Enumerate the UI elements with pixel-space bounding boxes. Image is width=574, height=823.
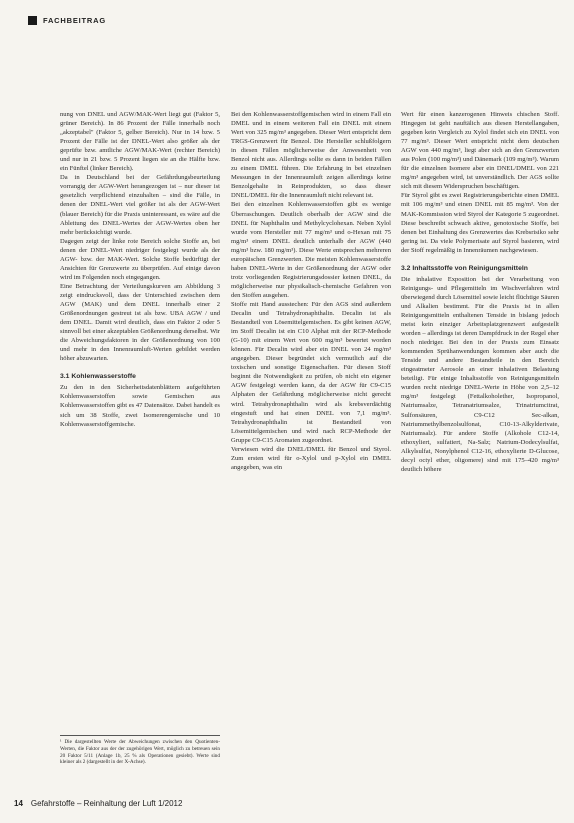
paragraph: Da in Deutschland bei der Gefährdungsbeurteilung vorrangig der AGW-Wert herangezogen ist – nur dieser ist gesetzlich verpflichtend einzuhalten – sind die Fälle, in denen der DNEL-Wert viel größer ist als der AGW-Wert (blauer Bereich) für die Praxis uninteressant, es wäre auf die Ableitung des DNEL-Wertes der AGW-Wertes oben her mehr berücksichtigt wurde. [60,174,220,236]
journal-name: Gefahrstoffe – Reinhaltung der Luft 1/2012 [30,799,183,808]
section-heading: 3.1 Kohlenwasserstoffe [60,373,136,381]
paragraph: Stoffe mit Hand ausstechen: Für den AGS sind außerdem Decalin und Tetrahydronaphthalin. Decalin ist als Bestandteil von Lösemittelgemischen. Es gibt keinen AGW, im Stoff Decalin ist ein C10 Alphat mit der RCP-Methode (G-10) mit einem Wert von 600 mg/m³ bewertet worden können. Für Decalin wird aber ein DNEL von 24 mg/m³ angegeben. Dieser begründet sich vermutlich auf die toxischen und sonstige Eigenschaften. Für diesen Stoff beginnt die Notwendigkeit zu prüfen, ob nicht ein eigener AGW festgelegt werden kann, da der AGW für C9-C15 Alphaten der Gefährdung möglicherweise nicht gerecht wird. Tetrahydronaphthalin wird als krebsverdächtig eingestuft und hat einen DNEL von 7,1 mg/m³. Tetrahydronaphthalin ist Bestandteil von Lösemittelgemischen und wird nach RCP-Methode der Gruppe C9-C15 Aromaten zugeordnet. [231,300,391,444]
paragraph: Zu den in den Sicherheitsdatenblättern aufgeführten Kohlenwasserstoffen sowie Gemischen aus Kohlenwasserstoffen gibt es 47 Datensätze. Dabei handelt es sich um 38 Stoffe, zwei Isomerengemische und 10 Kohlenwasserstoffgemische. [60,384,220,428]
text-column-3 [401,110,559,474]
paragraph: Dagegen zeigt der linke rote Bereich solche Stoffe an, bei denen der DNEL-Wert niedriger festgelegt wurde als der AGW- bzw. der MAK-Wert. Solche Stoffe bedürftigt der Ansichten für Grenzwerte zu überprüfen. Auf einige davon wird im Folgenden noch eingegangen. [60,237,220,281]
page-number: 14 [14,799,23,808]
header-bar [28,14,106,26]
footnote: ¹ Die dargestellten Werte der Abweichungen zwischen den Quotienten-Werten, die Faktor aus der der zugehörigen Wert, möglich zu betreuen sein 20 Faktor 5/11 (Anlage 1b, 25 % als Operationen gesiebt). Werte sind kleiner als 2 (dargestellt in der X-Achse). [60,735,220,766]
text-column-2 [231,110,391,472]
paragraph: Wert für einen kanzerogenen Hinweis chischen Stoff. Hingegen ist geht nauftälich aus diesen Herstellangaben, gegeben kein Vergleich zu Xylol findet sich ein DNEL von 77 mg/m³. Dieser Wert entspricht nicht dem deutschen AGW von 440 mg/m³, liegt aber sich an den Grenzwerten aus Polen (100 mg/m³) und Dänemark (109 mg/m³). Warum für die einzelnen Isomere aber ein DNEL/DMEL von 221 mg/m³ angegeben wird, ist unverständlich. Der AGS sollte sich mit diesem Widerspruchen beschäftigen. [401,111,559,191]
paragraph: Eine Betrachtung der Verteilungskurven am Abbildung 3 zeigt eindrucksvoll, dass der Unterschied zwischen dem AGW (MAK) und dem DNEL innerhalb einer 2 Größenordnungen gestreut ist als bzw. UBA AGW / und dem DNEL. Damit wird deutlich, dass ein Faktor 2 oder 5 sinnvoll bei einer akzeptablen Größenordnung derselbst. Wir die Abweichungsfaktoren in der Größenordnung von 100 und mehr in den Innenraumluft-Werten gebildet werden höher abzuwarten. [60,282,220,363]
page-footer [14,799,182,808]
paragraph: Bei den Kohlenwasserstoffgemischen wird in einem Fall ein DMEL und in einem weiteren Fall ein DNEL mit einem Wert von 325 mg/m³ angegeben. Dieser Wert entspricht dem TRGS-Grenzwert für Benzol. Die Hersteller schlußfolgern in diesen Fällen möglicherweise der Anwesenheit von Benzol nicht aus. Allerdings sollte es dann in beiden Fällen zu einem DMEL führen. Die Erfahrung in bei einzelnen Messungen in der Innenraumluft zeigen allerdings keine Benzolgehalte in Reinprodukten, so dass dieser DNEL/DMEL für die Innenraumluft nicht relevant ist. [231,111,391,200]
paragraph: Die inhalative Exposition bei der Verarbeitung von Reinigungs- und Pflegemitteln im Wischverfahren wird überwiegend durch Lösemittel sowie leicht flüchtige Säuren und Alkalien bestimmt. Für die Praxis ist in allen Reinigungsmitteln enthaltenen Tenside in bislang jedoch meist kein einziger Arbeitsplatzgrenzwert aufgestellt worden – allerdings ist deren Dampfdruck in der Regel eher noch niedriger. Bei den in der Praxis zum Einsatz kommenden Sprühanwendungen kommen aber auch die Tenside und andere Bestandteile in den Bereich eingeatmeter Aerosole an einer inhalativen Belastung beteiligt. Für einige Inhaltsstoffe von Reinigungsmitteln wurden recht niedrige DNEL-Werte in Höhe von 2,5–12 mg/m³ festgelegt (Fettalkoholether, Isopropanol, Natriumsalze, Tetranatriumsalze, Trinatriumcitrat, Sulfonsäuren, C9-C12 Sec-alkan, Natriummethylbenzolsulfonat, C10-13-Alkylderivate, Natriumsalz). Für andere Stoffe (Alkohole C12-14, ethoxyliert, sulfatiert, Na-Salz; Natrium-Dodecylsulfat, Alkylsulfat, Nonylphenol C12-16, ethoxylierte D-Glucose, decyl octyl ether, oligomere) sind mit 175–420 mg/m³ deutlich höhere [401,275,559,473]
paragraph: Für Styrol gibt es zwei Registrierungsberichte einen DMEL mit 106 mg/m³ und einen DNEL mit 85 mg/m³. Von der MAK-Kommission wird Styrol der Kategorie 5 zugeordnet. Diese beschreibt schwach aktive, genotoxische Stoffe, bei denen bei Einhaltung des Grenzwertes das Krebsrisiko sehr gering ist. Da viele Polymerisate auf Styrol basieren, wird der Stoff regelmäßig in Innenräumen nachgewiesen. [401,192,559,254]
section-marker [28,16,37,25]
section-heading: 3.2 Inhaltsstoffe von Reinigungsmitteln [401,264,528,272]
text-column-1 [60,110,220,429]
paragraph: Verwiesen wird die DNEL/DMEL für Benzol und Styrol. Zum ersten wird für o-Xylol und p-Xylol ein DMEL angegeben, was ein [231,445,391,471]
paragraph: nung von DNEL und AGW/MAK-Wert liegt gut (Faktor 5, grüner Bereich). In 86 Prozent der Fälle innerhalb noch „akzeptabel" (Faktor 5, gelber Bereich). Nur in 14 bzw. 5 Prozent der Fälle ist der DNEL-Wert also größer als der geprüfte bzw. amtliche AGW/MAK-Wert (rechter Bereich) und nur in 21 bzw. 5 Prozent liegen sie an die Hälfte bzw. ein Fünftel (linker Bereich). [60,111,220,173]
paragraph: Bei den einzelnen Kohlenwasserstoffen gibt es wenige Überraschungen. Deutlich oberhalb der AGW sind die DNEL für Naphthalin und Methylcyclohexan. Neben Xylol wurde vom Hersteller mit 77 mg/m³ und o-Hexan mit 75 mg/m³ einem DNEL deutlich unterhalb der AGW (440 mg/m³ bzw. 180 mg/m³). Diese Werte entsprechen mehreren europäischen Grenzwerten. Die meisten Kohlenwasserstoffe haben DNEL-Werte in der Größenordnung der AGW oder trotz vorliegenden Registrierungsdossier keinen DNEL, da möglicherweise nur physikalisch-chemische Gefahren von den Stoffen ausgehen. [231,201,391,299]
section-label: FACHBEITRAG [43,15,106,25]
